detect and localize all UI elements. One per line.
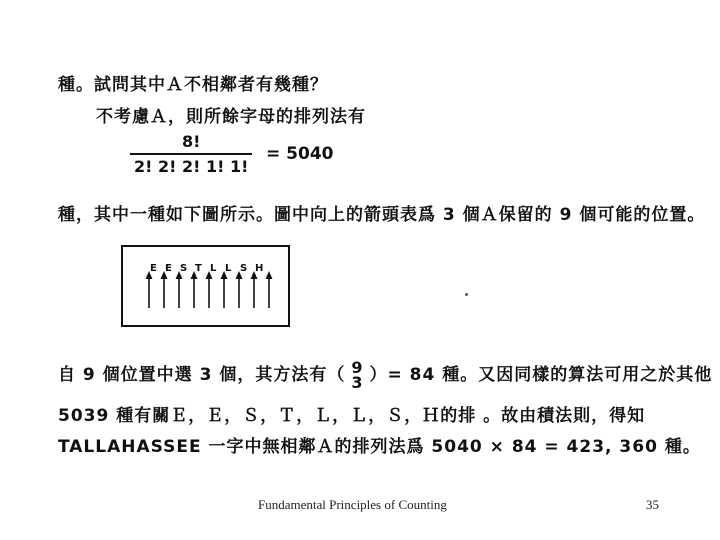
up-arrow-icon (236, 271, 243, 308)
diagram-letter: E (150, 263, 157, 274)
product-rule-line: 5039 種有關Ｅ，Ｅ，Ｓ，Ｔ，Ｌ，Ｌ，Ｓ，Ｈ的排 。故由積法則，得知 (58, 406, 646, 426)
diagram-letter: L (225, 263, 232, 274)
diagram-description: 種，其中一種如下圖所示。圖中向上的箭頭表爲 3 個Ａ保留的 9 個可能的位置。 (58, 205, 706, 225)
up-arrow-icon (146, 271, 153, 308)
diagram-letter: S (240, 263, 248, 274)
page-number: 35 (646, 497, 659, 512)
up-arrow-icon (206, 271, 213, 308)
combination-line (58, 360, 712, 390)
binomial-coefficient (351, 360, 363, 390)
up-arrow-icon (266, 271, 273, 308)
scan-speck (465, 293, 468, 296)
up-arrow-icon (221, 271, 228, 308)
diagram-letter: T (195, 263, 202, 274)
arrow-group (140, 270, 280, 314)
fraction-numerator: 8! (130, 132, 252, 155)
question-line: 種。試問其中Ａ不相鄰者有幾種？ (58, 75, 328, 95)
diagram-letter: S (180, 263, 188, 274)
multinomial-formula (130, 132, 334, 176)
combination-text-before: 自 9 個位置中選 3 個，其方法有（ (58, 365, 346, 385)
fraction-result: = 5040 (266, 144, 334, 164)
conclusion-line: TALLAHASSEE 一字中無相鄰Ａ的排列法爲 5040 × 84 = 423, 360 種。 (58, 437, 701, 457)
fraction (130, 132, 252, 176)
up-arrow-icon (161, 271, 168, 308)
diagram-letter: L (210, 263, 217, 274)
up-arrow-icon (251, 271, 258, 308)
up-arrow-icon (176, 271, 183, 308)
binom-top: 9 (351, 358, 364, 377)
diagram-letter: H (255, 263, 264, 274)
up-arrow-icon (191, 271, 198, 308)
combination-text-after: ）= 84 種。又因同樣的算法可用之於其他 (369, 365, 713, 385)
diagram-letter: E (165, 263, 172, 274)
fraction-denominator: 2! 2! 2! 1! 1! (134, 157, 249, 176)
explanation-line: 不考慮Ａ，則所餘字母的排列法有 (96, 107, 366, 127)
footer-title: Fundamental Principles of Counting (258, 497, 447, 512)
binom-bottom: 3 (351, 373, 364, 392)
